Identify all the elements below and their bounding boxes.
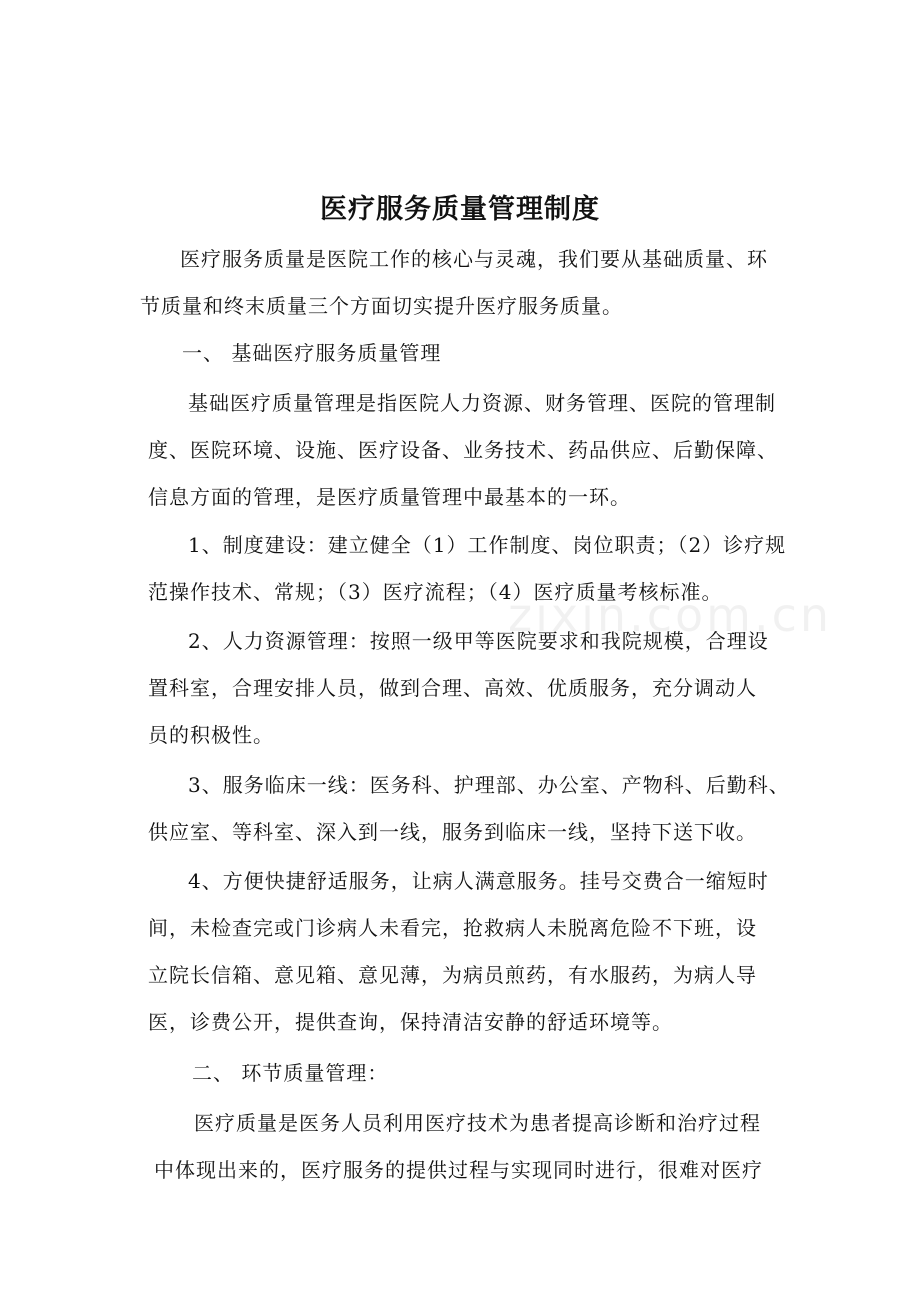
text-line: 一、 基础医疗服务质量管理 [182,341,442,365]
text-line: 医，诊费公开，提供查询，保持清洁安静的舒适环境等。 [148,1010,673,1034]
text-line: 4、方便快捷舒适服务，让病人满意服务。挂号交费合一缩短时 [188,869,769,893]
watermark: zixin.com.cn [508,588,833,642]
text-line: 基础医疗质量管理是指医院人力资源、财务管理、医院的管理制 [188,391,776,415]
text-line: 1、制度建设：建立健全（1）工作制度、岗位职责；（2）诊疗规 [188,533,787,557]
paragraph-item-4 [148,858,769,1046]
text-line: 间，未检查完或门诊病人未看完，抢救病人未脱离危险不下班，设 [148,916,757,940]
section-heading-2 [152,1050,388,1097]
text-line: 中体现出来的，医疗服务的提供过程与实现同时进行，很难对医疗 [154,1158,763,1182]
text-line: 医疗服务质量是医院工作的核心与灵魂，我们要从基础质量、环 [180,247,768,271]
text-line: 供应室、等科室、深入到一线，服务到临床一线，坚持下送下收。 [148,820,757,844]
text-line: 置科室，合理安排人员，做到合理、高效、优质服务，充分调动人 [148,676,757,700]
paragraph-basic-quality [148,380,778,521]
text-line: 度、医院环境、设施、医疗设备、业务技术、药品供应、后勤保障、 [148,438,778,462]
paragraph-item-2 [148,618,769,759]
text-line: 2、人力资源管理：按照一级甲等医院要求和我院规模，合理设 [188,629,769,653]
text-line: 节质量和终末质量三个方面切实提升医疗服务质量。 [140,294,623,318]
section-heading-1 [142,330,441,377]
text-line: 范操作技术、常规；（3）医疗流程；（4）医疗质量考核标准。 [148,580,723,604]
text-line: 信息方面的管理，是医疗质量管理中最基本的一环。 [148,485,631,509]
text-line: 医疗质量是医务人员利用医疗技术为患者提高诊断和治疗过程 [194,1111,761,1135]
paragraph-item-1 [148,522,786,616]
text-line: 二、 环节质量管理： [192,1061,389,1085]
paragraph-item-3 [148,762,790,856]
text-line: 3、服务临床一线：医务科、护理部、办公室、产物科、后勤科、 [188,773,790,797]
paragraph-link-quality [154,1100,763,1194]
text-line: 员的积极性。 [148,723,274,747]
text-line: 立院长信箱、意见箱、意见薄，为病员煎药，有水服药，为病人导 [148,963,757,987]
paragraph-intro [140,236,768,330]
document-title: 医疗服务质量管理制度 [320,194,600,225]
